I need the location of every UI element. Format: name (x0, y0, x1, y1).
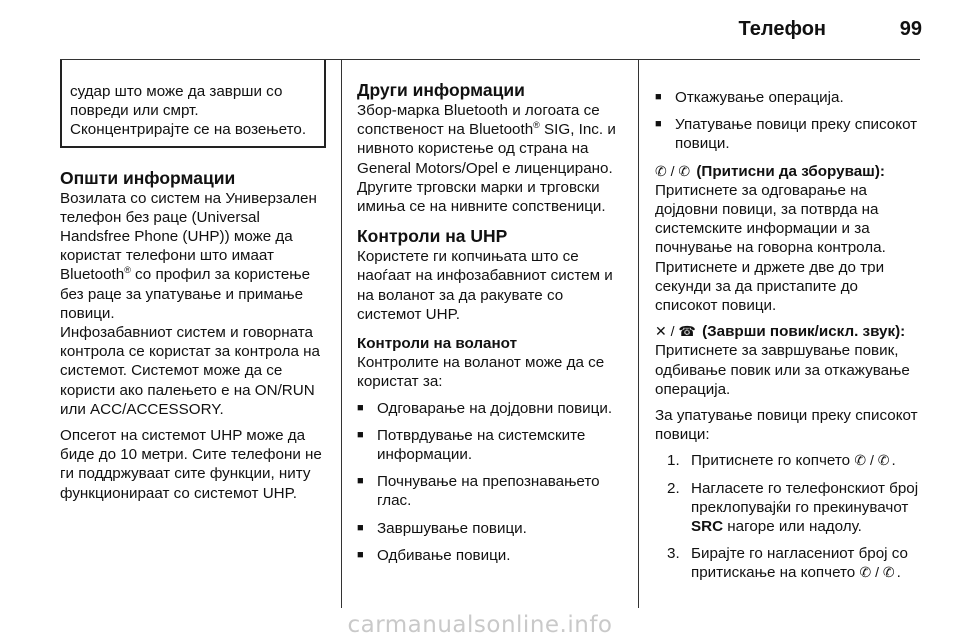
call-list-steps (655, 451, 923, 582)
list-item: ■ Почнување на препознавањето глас. (357, 472, 627, 510)
steering-uses-list (357, 399, 627, 565)
column-divider-2 (638, 60, 639, 608)
other-info-paragraph: Збор-марка Bluetooth и логоата се сопственост на Bluetooth® SIG, Inc. и нивното користење од страна на General Motors/Opel е лиценцирано. Другите трговски марки и трговски имиња се на нивните сопственици. (357, 102, 616, 216)
list-item: ■ Упатување повици преку списокот повици. (655, 115, 923, 153)
push-to-talk-paragraph-2: Притиснете и држете две до три секунди за да пристапите до списокот повици. (655, 258, 885, 315)
warning-box (60, 60, 326, 148)
end-call-mute-icon: ✕ / ☎ (655, 323, 696, 340)
heading-other-info: Други информации (357, 80, 525, 100)
steering-controls-paragraph: Контролите на воланот може да се користат за: (357, 354, 605, 391)
list-item: 1. Притиснете го копчето ✆ / ✆ . (667, 452, 896, 470)
column-2 (357, 80, 627, 573)
call-list-intro: За упатување повици преку списокот повици: (655, 407, 918, 444)
heading-general-info: Општи информации (60, 167, 236, 188)
column-divider-1 (341, 60, 342, 608)
warning-text: судар што може да заврши со повреди или смрт. Сконцентрирајте се на возењето. (70, 83, 307, 139)
list-item: 3. Бирајте го нагласениот број со притискање на копчето ✆ / ✆ . (667, 545, 908, 582)
list-item: 2. Нагласете го телефонскиот број преклопувајќи го прекинувачот SRC нагоре или надолу. (667, 479, 919, 536)
list-item: ■ Завршување повици. (357, 519, 627, 538)
column-3 (655, 88, 923, 591)
list-item: ■ Потврдување на системските информации. (357, 426, 627, 464)
watermark: carmanualsonline.info (347, 612, 613, 638)
push-to-talk-icon: ✆ / ✆ (854, 452, 890, 469)
general-paragraph-2: Инфозабавниот систем и говорната контрола се користат за контрола на системот. Системот може да се користи ако палењето е на ON/RUN или ACC/ACCESSORY. (60, 324, 320, 418)
steering-uses-list-continued (655, 88, 923, 154)
general-paragraph-1: Возилата со систем на Универзален телефон без раце (Universal Handsfree Phone (UHP)) може да користат телефони што имаат Bluetooth® со профил за користење без раце за упатување и примање повици. (60, 189, 317, 322)
heading-steering-controls: Контроли на воланот (357, 335, 518, 353)
page-number: 99 (899, 18, 922, 40)
push-to-talk-paragraph-1: Притиснете за одговарање на дојдовни повици, за потврда на системските информации и за почнување на говорна контрола. (655, 181, 886, 257)
push-to-talk-icon: ✆ / ✆ (859, 564, 895, 581)
heading-end-call: ✕ / ☎ (Заврши повик/искл. звук): (655, 323, 906, 341)
heading-uhp-controls: Контроли на UHP (357, 226, 508, 247)
list-item: ■ Одговарање на дојдовни повици. (357, 399, 627, 418)
general-paragraph-3: Опсегот на системот UHP може да биде до 10 метри. Сите телефони не ги поддржуваат сите функции, ниту функционираат со системот UHP. (60, 427, 322, 502)
uhp-controls-paragraph: Користете ги копчињата што се наоѓаат на инфозабавниот систем и на воланот за да ракувате со системот UHP. (357, 248, 613, 323)
list-item: ■ Одбивање повици. (357, 546, 627, 565)
list-item: ■ Откажување операција. (655, 88, 923, 107)
heading-push-to-talk: ✆ / ✆ (Притисни да зборуваш): (655, 162, 885, 180)
page-header-title: Телефон (738, 18, 826, 40)
push-to-talk-icon: ✆ / ✆ (655, 162, 691, 179)
column-1 (60, 60, 326, 503)
end-call-paragraph: Притиснете за завршување повик, одбивање повик или за откажување операција. (655, 342, 910, 398)
